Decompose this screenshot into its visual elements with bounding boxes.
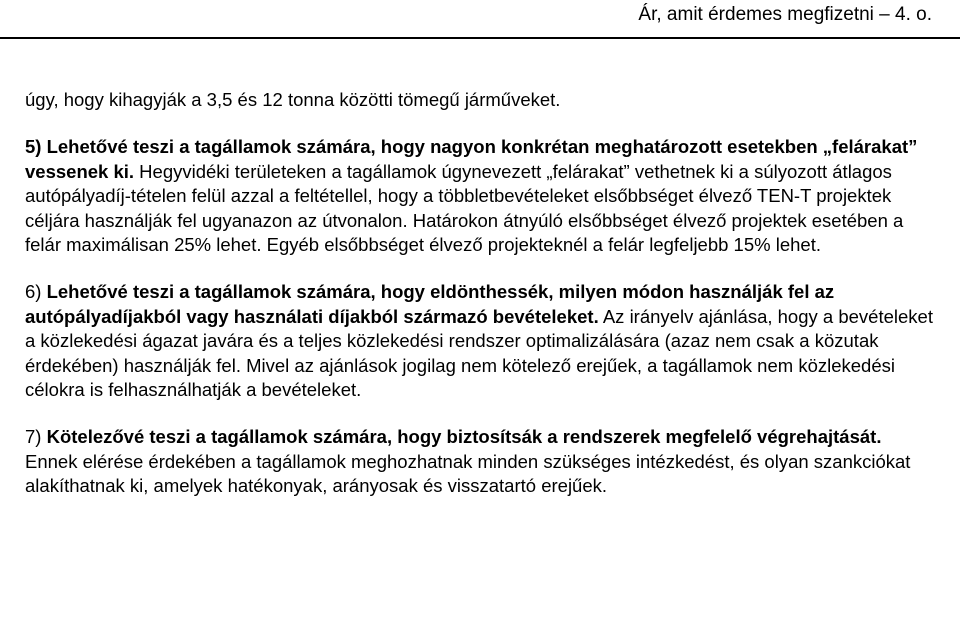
header-divider <box>0 37 960 39</box>
page-header-title: Ár, amit érdemes megfizetni – 4. o. <box>638 4 932 25</box>
document-body <box>25 88 937 499</box>
item-7-heading: Kötelezővé teszi a tagállamok számára, hogy biztosítsák a rendszerek megfelelő végrehajtását. <box>46 426 882 448</box>
item-6-text: Az irányelv ajánlása, hogy a bevételeket a közlekedési ágazat javára és a teljes közlekedési rendszer optimalizálására (azaz nem csak a közutak érdekében) használják fel. Mivel az ajánlások jogilag nem kötelező erejűek, a tagállamok nem közlekedési célokra is felhasználhatják a bevételeket. <box>25 305 933 401</box>
item-6-paragraph <box>25 280 937 402</box>
item-6-heading: Lehetővé teszi a tagállamok számára, hogy eldönthessék, milyen módon használják fel az autópályadíjakból vagy használati díjakból származó bevételeket. <box>25 281 835 327</box>
item-7-number: 7) <box>25 426 47 448</box>
item-5-paragraph <box>25 135 937 257</box>
item-7-paragraph <box>25 425 937 498</box>
item-5-text: Hegyvidéki területeken a tagállamok úgynevezett „felárakat” vethetnek ki a súlyozott átlagos autópályadíj-tételen felül azzal a feltétellel, hogy a többletbevételeket elsőbbséget élvező TEN-T projektek céljára használják fel ugyanazon az útvonalon. Határokon átnyúló elsőbbséget élvező projektek esetében a felár maximálisan 25% lehet. Egyéb elsőbbséget élvező projekteknél a felár legfeljebb 15% lehet. <box>25 160 904 256</box>
item-5-heading: 5) Lehetővé teszi a tagállamok számára, hogy nagyon konkrétan meghatározott esetekben „felárakat” vessenek ki. <box>25 136 918 182</box>
item-6-number: 6) <box>25 281 47 303</box>
continuation-paragraph: úgy, hogy kihagyják a 3,5 és 12 tonna közötti tömegű járműveket. <box>25 89 561 110</box>
item-7-text: Ennek elérése érdekében a tagállamok meghozhatnak minden szükséges intézkedést, és olyan szankciókat alakíthatnak ki, amelyek hatékonyak, arányosak és visszatartó erejűek. <box>25 450 911 497</box>
